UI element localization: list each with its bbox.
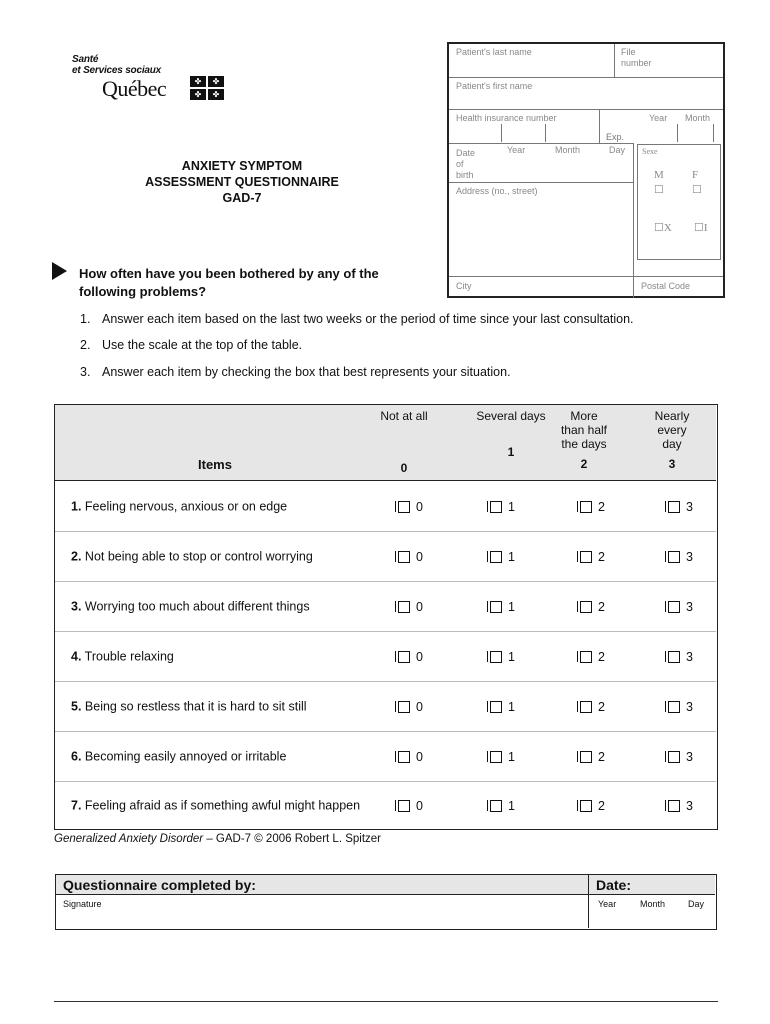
option-value: 0 — [416, 649, 423, 664]
answer-checkbox-2[interactable] — [577, 650, 605, 664]
checkbox-icon[interactable] — [668, 701, 680, 713]
dob-day-label: Day — [609, 145, 626, 155]
col-score-0: 0 — [400, 461, 408, 475]
checkbox-icon[interactable] — [580, 651, 592, 663]
checkbox-icon[interactable] — [490, 651, 502, 663]
option-value: 1 — [508, 699, 515, 714]
patient-info-box — [447, 42, 725, 298]
table-row — [55, 532, 716, 582]
quebec-logo — [72, 54, 232, 106]
option-value: 3 — [686, 599, 693, 614]
postal-code-label: Postal Code — [641, 281, 691, 291]
answer-checkbox-1[interactable] — [487, 500, 515, 514]
answer-checkbox-0[interactable] — [395, 650, 423, 664]
sex-x-checkbox[interactable]: ☐X — [654, 222, 672, 234]
option-value: 3 — [686, 699, 693, 714]
table-row — [55, 782, 716, 829]
checkbox-icon[interactable] — [580, 501, 592, 513]
answer-checkbox-0[interactable] — [395, 600, 423, 614]
answer-checkbox-2[interactable] — [577, 700, 605, 714]
document-title: ANXIETY SYMPTOM ASSESSMENT QUESTIONNAIRE GAD-7 — [145, 159, 339, 205]
item-text: 1. Feeling nervous, anxious or on edge — [71, 499, 288, 513]
answer-checkbox-2[interactable] — [577, 799, 605, 813]
answer-checkbox-3[interactable] — [665, 550, 693, 564]
item-text: 3. Worrying too much about different things — [71, 599, 310, 613]
checkbox-icon[interactable] — [398, 551, 410, 563]
sex-m-label: M — [654, 169, 664, 181]
sex-m-checkbox[interactable]: ☐ — [654, 184, 664, 196]
logo-line-quebec: Québec — [102, 76, 167, 101]
sex-f-label: F — [692, 169, 699, 181]
dob-year-label: Year — [507, 145, 526, 155]
answer-checkbox-1[interactable] — [487, 700, 515, 714]
answer-checkbox-2[interactable] — [577, 600, 605, 614]
checkbox-icon[interactable] — [490, 501, 502, 513]
date-title: Date: — [596, 877, 632, 893]
answer-checkbox-2[interactable] — [577, 550, 605, 564]
exp-year-label: Year — [649, 113, 668, 123]
exp-month-label: Month — [685, 113, 711, 123]
option-value: 3 — [686, 798, 693, 813]
option-value: 1 — [508, 749, 515, 764]
answer-checkbox-2[interactable] — [577, 500, 605, 514]
checkbox-icon[interactable] — [668, 751, 680, 763]
option-value: 1 — [508, 599, 515, 614]
col-header-more-than-half: More than half the days — [560, 409, 608, 451]
option-value: 0 — [416, 549, 423, 564]
instruction-step: 2. Use the scale at the top of the table. — [80, 338, 303, 352]
option-value: 1 — [508, 549, 515, 564]
table-row — [55, 682, 716, 732]
answer-checkbox-3[interactable] — [665, 650, 693, 664]
checkbox-icon[interactable] — [490, 751, 502, 763]
table-row — [55, 632, 716, 682]
checkbox-icon[interactable] — [668, 551, 680, 563]
instruction-step: 3. Answer each item by checking the box that best represents your situation. — [80, 365, 511, 379]
file-number-label: File — [621, 47, 636, 57]
answer-checkbox-0[interactable] — [395, 799, 423, 813]
city-label: City — [456, 281, 472, 291]
option-value: 0 — [416, 749, 423, 764]
checkbox-icon[interactable] — [668, 800, 680, 812]
date-month-label: Month — [640, 899, 666, 909]
checkbox-icon[interactable] — [398, 800, 410, 812]
sex-field — [637, 144, 721, 260]
col-score-1: 1 — [507, 445, 515, 459]
checkbox-icon[interactable] — [668, 651, 680, 663]
option-value: 0 — [416, 699, 423, 714]
completed-by-box — [55, 874, 717, 930]
option-value: 2 — [598, 649, 605, 664]
checkbox-icon[interactable] — [490, 601, 502, 613]
table-row — [55, 732, 716, 782]
sex-i-checkbox[interactable]: ☐I — [694, 222, 708, 234]
checkbox-icon[interactable] — [580, 601, 592, 613]
health-insurance-label: Health insurance number — [456, 113, 557, 123]
completed-by-title: Questionnaire completed by: — [63, 877, 256, 893]
patient-last-name-label: Patient's last name — [456, 47, 532, 57]
option-value: 1 — [508, 499, 515, 514]
option-value: 0 — [416, 599, 423, 614]
option-value: 2 — [598, 749, 605, 764]
date-day-label: Day — [688, 899, 705, 909]
option-value: 1 — [508, 649, 515, 664]
col-header-not-at-all: Not at all — [380, 409, 428, 423]
answer-checkbox-0[interactable] — [395, 500, 423, 514]
main-question: How often have you been bothered by any of the following problems? — [79, 266, 379, 299]
table-row — [55, 582, 716, 632]
col-header-nearly-every-day: Nearly every day — [654, 409, 690, 451]
copyright-note: Generalized Anxiety Disorder – GAD-7 © 2006 Robert L. Spitzer — [54, 833, 382, 845]
patient-first-name-label: Patient's first name — [456, 81, 533, 91]
answer-checkbox-1[interactable] — [487, 650, 515, 664]
answer-checkbox-3[interactable] — [665, 750, 693, 764]
gad7-items-table — [54, 404, 718, 830]
file-number-label-2: number — [621, 58, 652, 68]
answer-checkbox-0[interactable] — [395, 550, 423, 564]
col-score-3: 3 — [668, 457, 676, 471]
checkbox-icon[interactable] — [490, 800, 502, 812]
option-value: 1 — [508, 798, 515, 813]
answer-checkbox-3[interactable] — [665, 700, 693, 714]
option-value: 2 — [598, 599, 605, 614]
fleur-de-lis-flag-icon: ✤ ✤ ✤ ✤ — [190, 76, 224, 100]
option-value: 2 — [598, 798, 605, 813]
arrow-right-icon — [52, 262, 67, 280]
answer-checkbox-3[interactable] — [665, 600, 693, 614]
exp-label: Exp. — [606, 132, 625, 142]
address-label: Address (no., street) — [456, 186, 538, 196]
item-text: 2. Not being able to stop or control worrying — [71, 549, 313, 563]
option-value: 0 — [416, 499, 423, 514]
col-header-several-days: Several days — [476, 409, 546, 423]
option-value: 3 — [686, 549, 693, 564]
answer-checkbox-1[interactable] — [487, 799, 515, 813]
dob-month-label: Month — [555, 145, 581, 155]
instruction-step: 1. Answer each item based on the last two weeks or the period of time since your last consultation. — [80, 312, 634, 326]
item-text: 4. Trouble relaxing — [71, 649, 174, 663]
dob-label-of: of — [456, 159, 464, 169]
answer-checkbox-0[interactable] — [395, 750, 423, 764]
dob-label-date: Date — [456, 148, 476, 158]
checkbox-icon[interactable] — [580, 800, 592, 812]
option-value: 3 — [686, 749, 693, 764]
checkbox-icon[interactable] — [398, 701, 410, 713]
option-value: 3 — [686, 499, 693, 514]
logo-line-sante: Santé — [72, 54, 99, 65]
sex-label: Sexe — [642, 147, 658, 156]
checkbox-icon[interactable] — [580, 551, 592, 563]
checkbox-icon[interactable] — [668, 601, 680, 613]
answer-checkbox-2[interactable] — [577, 750, 605, 764]
option-value: 0 — [416, 798, 423, 813]
item-text: 7. Feeling afraid as if something awful might happen — [71, 798, 361, 812]
sex-f-checkbox[interactable]: ☐ — [692, 184, 702, 196]
col-score-2: 2 — [580, 457, 588, 471]
checkbox-icon[interactable] — [398, 501, 410, 513]
answer-checkbox-1[interactable] — [487, 750, 515, 764]
checkbox-icon[interactable] — [668, 501, 680, 513]
footer-divider — [54, 1001, 718, 1002]
signature-field[interactable]: Signature — [63, 899, 102, 909]
logo-line-services: et Services sociaux — [72, 65, 162, 76]
checkbox-icon[interactable] — [580, 701, 592, 713]
answer-checkbox-3[interactable] — [665, 799, 693, 813]
checkbox-icon[interactable] — [398, 751, 410, 763]
dob-label-birth: birth — [456, 170, 474, 180]
checkbox-icon[interactable] — [490, 551, 502, 563]
option-value: 3 — [686, 649, 693, 664]
answer-checkbox-1[interactable] — [487, 550, 515, 564]
option-value: 2 — [598, 499, 605, 514]
checkbox-icon[interactable] — [398, 651, 410, 663]
checkbox-icon[interactable] — [490, 701, 502, 713]
checkbox-icon[interactable] — [580, 751, 592, 763]
items-header: Items — [198, 457, 232, 472]
date-year-label: Year — [598, 899, 617, 909]
item-text: 5. Being so restless that it is hard to sit still — [71, 699, 307, 713]
option-value: 2 — [598, 699, 605, 714]
table-header — [55, 405, 716, 481]
checkbox-icon[interactable] — [398, 601, 410, 613]
table-row — [55, 482, 716, 532]
answer-checkbox-1[interactable] — [487, 600, 515, 614]
item-text: 6. Becoming easily annoyed or irritable — [71, 749, 287, 763]
answer-checkbox-0[interactable] — [395, 700, 423, 714]
option-value: 2 — [598, 549, 605, 564]
answer-checkbox-3[interactable] — [665, 500, 693, 514]
